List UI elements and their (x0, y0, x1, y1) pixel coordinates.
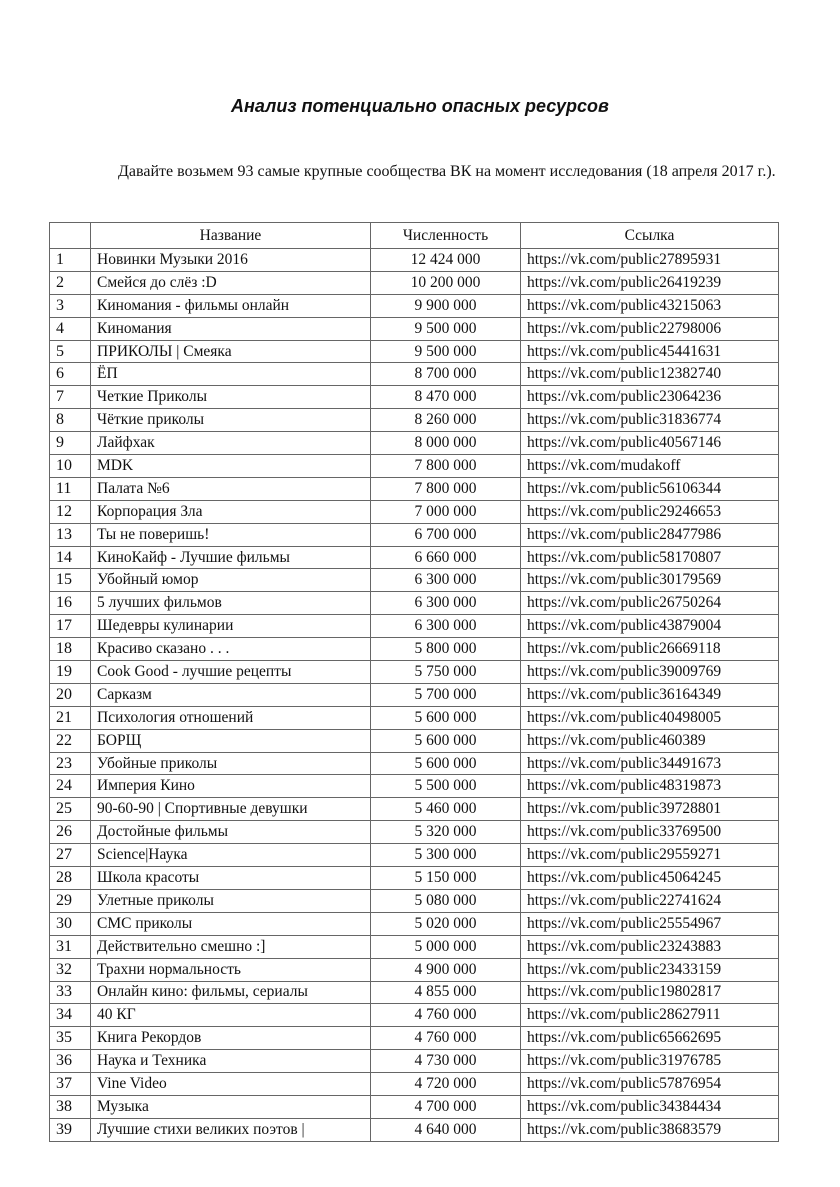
row-index: 33 (50, 981, 91, 1004)
community-name: КиноКайф - Лучшие фильмы (91, 546, 371, 569)
table-row (50, 912, 779, 935)
community-name: Действительно смешно :] (91, 935, 371, 958)
community-link[interactable]: https://vk.com/public460389 (521, 729, 779, 752)
member-count: 4 855 000 (371, 981, 521, 1004)
community-link[interactable]: https://vk.com/public45064245 (521, 867, 779, 890)
table-row (50, 340, 779, 363)
table-row (50, 523, 779, 546)
community-name: Психология отношений (91, 706, 371, 729)
community-link[interactable]: https://vk.com/public25554967 (521, 912, 779, 935)
member-count: 5 600 000 (371, 752, 521, 775)
community-link[interactable]: https://vk.com/public40567146 (521, 432, 779, 455)
table-row (50, 683, 779, 706)
community-link[interactable]: https://vk.com/public29559271 (521, 844, 779, 867)
row-index: 20 (50, 683, 91, 706)
community-name: Сарказм (91, 683, 371, 706)
community-link[interactable]: https://vk.com/public34491673 (521, 752, 779, 775)
header-index (50, 223, 91, 249)
table-row (50, 867, 779, 890)
community-name: ПРИКОЛЫ | Смеяка (91, 340, 371, 363)
row-index: 13 (50, 523, 91, 546)
row-index: 12 (50, 500, 91, 523)
community-name: Достойные фильмы (91, 821, 371, 844)
member-count: 6 300 000 (371, 569, 521, 592)
table-row (50, 271, 779, 294)
table-row (50, 889, 779, 912)
community-name: ЁП (91, 363, 371, 386)
member-count: 12 424 000 (371, 249, 521, 272)
community-link[interactable]: https://vk.com/public31976785 (521, 1050, 779, 1073)
row-index: 19 (50, 661, 91, 684)
community-link[interactable]: https://vk.com/public23243883 (521, 935, 779, 958)
community-link[interactable]: https://vk.com/public34384434 (521, 1095, 779, 1118)
member-count: 5 150 000 (371, 867, 521, 890)
table-row (50, 546, 779, 569)
community-link[interactable]: https://vk.com/public28477986 (521, 523, 779, 546)
header-link: Ссылка (521, 223, 779, 249)
row-index: 34 (50, 1004, 91, 1027)
member-count: 7 000 000 (371, 500, 521, 523)
community-name: Убойные приколы (91, 752, 371, 775)
member-count: 7 800 000 (371, 455, 521, 478)
row-index: 10 (50, 455, 91, 478)
row-index: 17 (50, 615, 91, 638)
community-link[interactable]: https://vk.com/public38683579 (521, 1118, 779, 1141)
row-index: 32 (50, 958, 91, 981)
member-count: 5 500 000 (371, 775, 521, 798)
community-name: Убойный юмор (91, 569, 371, 592)
row-index: 3 (50, 294, 91, 317)
member-count: 4 760 000 (371, 1027, 521, 1050)
row-index: 28 (50, 867, 91, 890)
community-name: Палата №6 (91, 477, 371, 500)
member-count: 5 600 000 (371, 729, 521, 752)
community-name: Красиво сказано . . . (91, 638, 371, 661)
table-row (50, 363, 779, 386)
row-index: 11 (50, 477, 91, 500)
table-row (50, 729, 779, 752)
community-name: Cook Good - лучшие рецепты (91, 661, 371, 684)
member-count: 6 300 000 (371, 592, 521, 615)
table-row (50, 569, 779, 592)
member-count: 8 000 000 (371, 432, 521, 455)
row-index: 27 (50, 844, 91, 867)
community-name: Киномания - фильмы онлайн (91, 294, 371, 317)
table-row (50, 455, 779, 478)
row-index: 24 (50, 775, 91, 798)
row-index: 30 (50, 912, 91, 935)
table-row (50, 706, 779, 729)
community-name: Книга Рекордов (91, 1027, 371, 1050)
member-count: 8 470 000 (371, 386, 521, 409)
community-name: Музыка (91, 1095, 371, 1118)
community-name: Наука и Техника (91, 1050, 371, 1073)
community-link[interactable]: https://vk.com/public33769500 (521, 821, 779, 844)
table-row (50, 1050, 779, 1073)
table-row (50, 1027, 779, 1050)
community-link[interactable]: https://vk.com/public56106344 (521, 477, 779, 500)
member-count: 5 700 000 (371, 683, 521, 706)
community-name: Империя Кино (91, 775, 371, 798)
member-count: 8 260 000 (371, 409, 521, 432)
community-name: Новинки Музыки 2016 (91, 249, 371, 272)
table-header-row (50, 223, 779, 249)
community-link[interactable]: https://vk.com/public26669118 (521, 638, 779, 661)
community-link[interactable]: https://vk.com/public12382740 (521, 363, 779, 386)
community-name: Четкие Приколы (91, 386, 371, 409)
communities-table (49, 222, 779, 1142)
community-name: Ты не поверишь! (91, 523, 371, 546)
row-index: 26 (50, 821, 91, 844)
row-index: 21 (50, 706, 91, 729)
table-row (50, 249, 779, 272)
row-index: 6 (50, 363, 91, 386)
table-row (50, 935, 779, 958)
member-count: 9 500 000 (371, 340, 521, 363)
member-count: 10 200 000 (371, 271, 521, 294)
community-link[interactable]: https://vk.com/public30179569 (521, 569, 779, 592)
community-link[interactable]: https://vk.com/public28627911 (521, 1004, 779, 1027)
table-row (50, 638, 779, 661)
table-row (50, 592, 779, 615)
community-name: Лучшие стихи великих поэтов | (91, 1118, 371, 1141)
member-count: 6 700 000 (371, 523, 521, 546)
member-count: 9 900 000 (371, 294, 521, 317)
community-name: Онлайн кино: фильмы, сериалы (91, 981, 371, 1004)
member-count: 5 800 000 (371, 638, 521, 661)
row-index: 18 (50, 638, 91, 661)
member-count: 5 600 000 (371, 706, 521, 729)
table-row (50, 1118, 779, 1141)
community-link[interactable]: https://vk.com/public23064236 (521, 386, 779, 409)
table-row (50, 661, 779, 684)
member-count: 4 730 000 (371, 1050, 521, 1073)
community-link[interactable]: https://vk.com/public39009769 (521, 661, 779, 684)
row-index: 9 (50, 432, 91, 455)
row-index: 15 (50, 569, 91, 592)
community-link[interactable]: https://vk.com/public45441631 (521, 340, 779, 363)
row-index: 37 (50, 1073, 91, 1096)
community-name: СМС приколы (91, 912, 371, 935)
community-link[interactable]: https://vk.com/public40498005 (521, 706, 779, 729)
community-name: Смейся до слёз :D (91, 271, 371, 294)
page-title: Анализ потенциально опасных ресурсов (231, 96, 609, 116)
row-index: 5 (50, 340, 91, 363)
member-count: 4 640 000 (371, 1118, 521, 1141)
member-count: 5 750 000 (371, 661, 521, 684)
row-index: 8 (50, 409, 91, 432)
community-link[interactable]: https://vk.com/public19802817 (521, 981, 779, 1004)
row-index: 39 (50, 1118, 91, 1141)
row-index: 31 (50, 935, 91, 958)
row-index: 16 (50, 592, 91, 615)
community-name: Vine Video (91, 1073, 371, 1096)
row-index: 14 (50, 546, 91, 569)
header-count: Численность (371, 223, 521, 249)
member-count: 6 300 000 (371, 615, 521, 638)
row-index: 2 (50, 271, 91, 294)
member-count: 5 460 000 (371, 798, 521, 821)
row-index: 35 (50, 1027, 91, 1050)
row-index: 7 (50, 386, 91, 409)
header-name: Название (91, 223, 371, 249)
community-link[interactable]: https://vk.com/public22741624 (521, 889, 779, 912)
table-row (50, 500, 779, 523)
community-name: Корпорация Зла (91, 500, 371, 523)
member-count: 4 760 000 (371, 1004, 521, 1027)
row-index: 23 (50, 752, 91, 775)
community-link[interactable]: https://vk.com/public36164349 (521, 683, 779, 706)
community-link[interactable]: https://vk.com/public48319873 (521, 775, 779, 798)
community-link[interactable]: https://vk.com/mudakoff (521, 455, 779, 478)
community-name: 90-60-90 | Спортивные девушки (91, 798, 371, 821)
community-name: Science|Наука (91, 844, 371, 867)
member-count: 9 500 000 (371, 317, 521, 340)
member-count: 7 800 000 (371, 477, 521, 500)
community-link[interactable]: https://vk.com/public43879004 (521, 615, 779, 638)
table-row (50, 752, 779, 775)
community-link[interactable]: https://vk.com/public23433159 (521, 958, 779, 981)
row-index: 29 (50, 889, 91, 912)
community-name: MDK (91, 455, 371, 478)
row-index: 25 (50, 798, 91, 821)
table-row (50, 844, 779, 867)
community-link[interactable]: https://vk.com/public26419239 (521, 271, 779, 294)
community-link[interactable]: https://vk.com/public27895931 (521, 249, 779, 272)
member-count: 4 900 000 (371, 958, 521, 981)
community-link[interactable]: https://vk.com/public39728801 (521, 798, 779, 821)
row-index: 22 (50, 729, 91, 752)
community-name: Чёткие приколы (91, 409, 371, 432)
community-link[interactable]: https://vk.com/public43215063 (521, 294, 779, 317)
table-row (50, 1073, 779, 1096)
row-index: 1 (50, 249, 91, 272)
table-row (50, 821, 779, 844)
community-link[interactable]: https://vk.com/public31836774 (521, 409, 779, 432)
table-row (50, 477, 779, 500)
community-link[interactable]: https://vk.com/public57876954 (521, 1073, 779, 1096)
table-row (50, 386, 779, 409)
community-name: Лайфхак (91, 432, 371, 455)
community-link[interactable]: https://vk.com/public58170807 (521, 546, 779, 569)
table-row (50, 798, 779, 821)
member-count: 5 020 000 (371, 912, 521, 935)
community-name: Улетные приколы (91, 889, 371, 912)
community-link[interactable]: https://vk.com/public29246653 (521, 500, 779, 523)
member-count: 8 700 000 (371, 363, 521, 386)
member-count: 6 660 000 (371, 546, 521, 569)
table-row (50, 409, 779, 432)
community-link[interactable]: https://vk.com/public22798006 (521, 317, 779, 340)
row-index: 38 (50, 1095, 91, 1118)
table-row (50, 294, 779, 317)
community-name: Школа красоты (91, 867, 371, 890)
table-row (50, 615, 779, 638)
community-name: 40 КГ (91, 1004, 371, 1027)
member-count: 4 720 000 (371, 1073, 521, 1096)
table-row (50, 775, 779, 798)
member-count: 5 080 000 (371, 889, 521, 912)
intro-paragraph: Давайте возьмем 93 самые крупные сообщества ВК на момент исследования (18 апреля 2017 г.). (118, 163, 776, 180)
community-link[interactable]: https://vk.com/public65662695 (521, 1027, 779, 1050)
table-row (50, 317, 779, 340)
table-row (50, 981, 779, 1004)
table-row (50, 1004, 779, 1027)
community-name: БОРЩ (91, 729, 371, 752)
member-count: 5 000 000 (371, 935, 521, 958)
row-index: 4 (50, 317, 91, 340)
community-name: 5 лучших фильмов (91, 592, 371, 615)
community-name: Трахни нормальность (91, 958, 371, 981)
row-index: 36 (50, 1050, 91, 1073)
table-row (50, 432, 779, 455)
community-name: Шедевры кулинарии (91, 615, 371, 638)
member-count: 5 300 000 (371, 844, 521, 867)
community-name: Киномания (91, 317, 371, 340)
member-count: 4 700 000 (371, 1095, 521, 1118)
table-row (50, 958, 779, 981)
community-link[interactable]: https://vk.com/public26750264 (521, 592, 779, 615)
table-row (50, 1095, 779, 1118)
member-count: 5 320 000 (371, 821, 521, 844)
